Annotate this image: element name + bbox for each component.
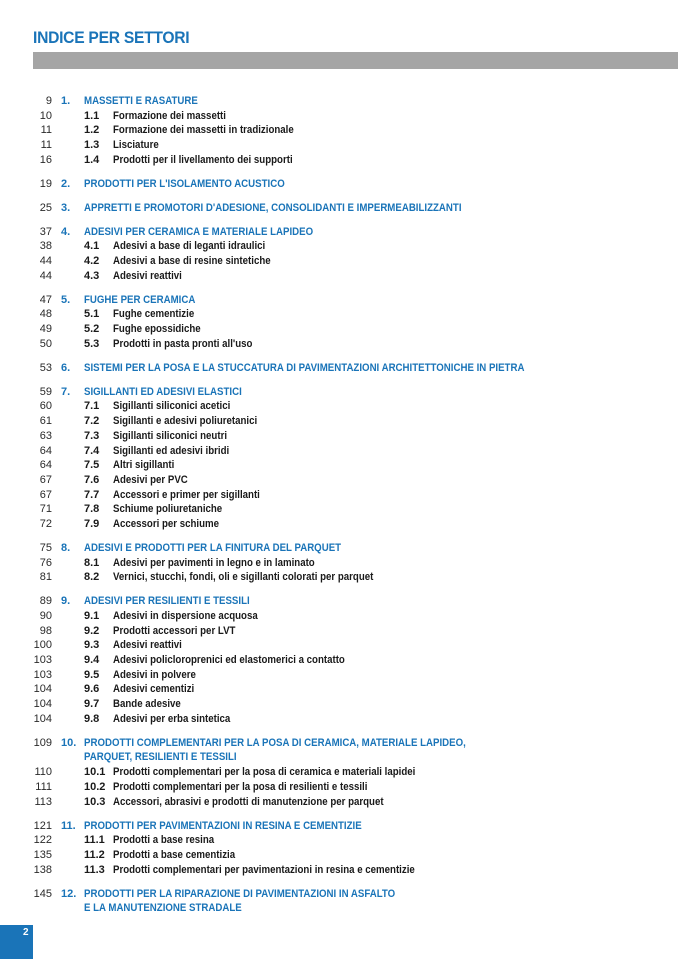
section-heading[interactable] [0, 201, 678, 216]
section-heading[interactable] [0, 385, 678, 400]
toc-section [0, 594, 678, 726]
subsection-entry[interactable] [0, 848, 678, 863]
subsection-entry[interactable] [0, 638, 678, 653]
subsection-title: Vernici, stucchi, fondi, oli e sigillanti colorati per parquet [113, 571, 374, 584]
section-page-number: 59 [39, 385, 52, 398]
table-of-contents [0, 94, 678, 925]
subsection-page-number: 48 [39, 308, 52, 321]
section-page-number: 19 [39, 177, 52, 190]
section-number: 10. [61, 736, 77, 749]
subsection-number: 9.3 [84, 639, 100, 652]
subsection-title: Adesivi in dispersione acquosa [113, 610, 258, 622]
subsection-entry[interactable] [0, 780, 678, 795]
subsection-number: 4.2 [84, 255, 100, 268]
section-number: 5. [61, 293, 71, 306]
subsection-page-number: 104 [33, 683, 52, 696]
subsection-number: 7.1 [84, 400, 100, 413]
section-page-number: 25 [39, 201, 52, 214]
subsection-page-number: 113 [34, 795, 52, 808]
subsection-entry[interactable] [0, 123, 678, 138]
section-page-number: 47 [39, 293, 52, 306]
subsection-entry[interactable] [0, 863, 678, 878]
section-title: FUGHE PER CERAMICA [84, 293, 196, 306]
subsection-number: 1.3 [84, 139, 100, 152]
subsection-page-number: 135 [33, 848, 52, 861]
section-number: 12. [61, 887, 77, 900]
subsection-number: 5.3 [84, 337, 100, 350]
subsection-entry[interactable] [0, 153, 678, 168]
subsection-page-number: 103 [33, 654, 52, 667]
section-number: 3. [61, 201, 71, 214]
section-heading[interactable] [0, 887, 678, 902]
subsection-number: 8.1 [84, 556, 100, 569]
subsection-number: 5.1 [84, 308, 100, 321]
section-title: PRODOTTI PER PAVIMENTAZIONI IN RESINA E CEMENTIZIE [84, 819, 362, 832]
toc-section [0, 385, 678, 532]
section-page-number: 37 [39, 225, 52, 238]
section-number: 9. [61, 595, 71, 608]
subsection-number: 9.7 [84, 698, 100, 711]
section-number: 11. [61, 819, 76, 832]
subsection-entry[interactable] [0, 833, 678, 848]
section-page-number: 9 [45, 95, 52, 107]
subsection-page-number: 67 [39, 488, 52, 501]
subsection-entry[interactable] [0, 337, 678, 352]
section-page-number: 75 [39, 541, 52, 554]
subsection-number: 1.1 [84, 109, 100, 122]
subsection-page-number: 64 [39, 444, 52, 457]
subsection-title: Prodotti per il livellamento dei supporti [113, 153, 293, 166]
subsection-number: 4.3 [84, 269, 100, 282]
subsection-number: 9.8 [84, 712, 100, 725]
subsection-page-number: 72 [39, 517, 52, 530]
subsection-title: Adesivi in polvere [113, 668, 196, 681]
subsection-entry[interactable] [0, 109, 678, 124]
subsection-number: 11.2 [84, 848, 105, 861]
section-heading[interactable] [0, 819, 678, 834]
subsection-title: Prodotti complementari per pavimentazioni in resina e cementizie [113, 863, 415, 876]
subsection-number: 9.6 [84, 683, 100, 696]
section-title: MASSETTI E RASATURE [84, 95, 198, 107]
subsection-title: Accessori per schiume [113, 517, 219, 530]
section-title: PARQUET, RESILIENTI E TESSILI [84, 751, 237, 764]
subsection-entry[interactable] [0, 239, 678, 254]
toc-section [0, 887, 678, 916]
subsection-title: Adesivi reattivi [113, 269, 182, 282]
subsection-entry[interactable] [0, 269, 678, 284]
subsection-title: Sigillanti siliconici acetici [113, 400, 231, 413]
subsection-entry[interactable] [0, 458, 678, 473]
subsection-page-number: 44 [39, 269, 52, 282]
page-number: 2 [23, 927, 29, 938]
header-divider-bar [33, 52, 678, 69]
subsection-entry[interactable] [0, 429, 678, 444]
subsection-number: 4.1 [84, 240, 100, 253]
subsection-page-number: 60 [39, 400, 52, 413]
toc-section [0, 201, 678, 216]
subsection-entry[interactable] [0, 414, 678, 429]
subsection-entry[interactable] [0, 307, 678, 322]
section-number: 1. [61, 95, 71, 107]
subsection-page-number: 138 [33, 863, 52, 876]
section-title: PRODOTTI PER L'ISOLAMENTO ACUSTICO [84, 177, 285, 190]
subsection-entry[interactable] [0, 322, 678, 337]
section-page-number: 89 [39, 595, 52, 608]
section-number: 8. [61, 541, 71, 554]
section-page-number: 53 [39, 361, 52, 374]
section-heading-continuation[interactable] [0, 750, 678, 765]
subsection-page-number: 81 [39, 571, 52, 584]
section-number: 2. [61, 177, 71, 190]
subsection-entry[interactable] [0, 795, 678, 810]
subsection-entry[interactable] [0, 668, 678, 683]
section-title: SIGILLANTI ED ADESIVI ELASTICI [84, 385, 242, 398]
subsection-title: Lisciature [113, 139, 159, 152]
subsection-entry[interactable] [0, 517, 678, 532]
subsection-page-number: 64 [39, 459, 52, 472]
subsection-entry[interactable] [0, 473, 678, 488]
section-title: ADESIVI PER CERAMICA E MATERIALE LAPIDEO [84, 225, 314, 238]
subsection-number: 9.5 [84, 668, 100, 681]
subsection-page-number: 61 [39, 415, 52, 428]
subsection-title: Adesivi reattivi [113, 639, 182, 652]
subsection-page-number: 110 [34, 766, 52, 779]
section-heading[interactable] [0, 594, 678, 609]
subsection-page-number: 71 [39, 503, 52, 516]
subsection-number: 10.1 [84, 766, 106, 779]
subsection-title: Formazione dei massetti [113, 109, 226, 122]
subsection-title: Fughe epossidiche [113, 323, 201, 336]
subsection-title: Schiume poliuretaniche [113, 503, 223, 516]
subsection-entry[interactable] [0, 697, 678, 712]
toc-section [0, 177, 678, 192]
subsection-entry[interactable] [0, 399, 678, 414]
section-title: SISTEMI PER LA POSA E LA STUCCATURA DI PAVIMENTAZIONI ARCHITETTONICHE IN PIETRA [84, 361, 525, 374]
section-page-number: 121 [33, 819, 52, 832]
subsection-page-number: 38 [39, 240, 52, 253]
subsection-number: 5.2 [84, 323, 100, 336]
subsection-number: 7.9 [84, 517, 100, 530]
toc-section [0, 736, 678, 809]
subsection-number: 7.6 [84, 473, 100, 486]
section-heading[interactable] [0, 94, 678, 109]
subsection-page-number: 111 [35, 780, 52, 793]
section-heading[interactable] [0, 177, 678, 192]
subsection-entry[interactable] [0, 712, 678, 727]
section-heading-continuation[interactable] [0, 901, 678, 916]
subsection-title: Altri sigillanti [113, 459, 175, 472]
subsection-title: Prodotti a base resina [113, 834, 215, 847]
subsection-entry[interactable] [0, 624, 678, 639]
section-page-number: 145 [33, 887, 52, 900]
subsection-page-number: 49 [39, 323, 52, 336]
section-title: E LA MANUTENZIONE STRADALE [84, 902, 242, 915]
section-number: 7. [61, 385, 71, 398]
subsection-entry[interactable] [0, 682, 678, 697]
section-heading[interactable] [0, 736, 678, 751]
subsection-page-number: 63 [39, 429, 52, 442]
subsection-page-number: 104 [33, 698, 52, 711]
subsection-title: Fughe cementizie [113, 308, 195, 321]
subsection-number: 10.3 [84, 795, 106, 808]
section-heading[interactable] [0, 293, 678, 308]
subsection-number: 7.5 [84, 459, 100, 472]
subsection-page-number: 16 [39, 153, 52, 166]
section-heading[interactable] [0, 541, 678, 556]
subsection-entry[interactable] [0, 570, 678, 585]
section-title: ADESIVI E PRODOTTI PER LA FINITURA DEL PARQUET [84, 541, 342, 554]
subsection-title: Adesivi cementizi [113, 683, 195, 696]
subsection-title: Adesivi per pavimenti in legno e in laminato [113, 556, 315, 569]
subsection-number: 1.2 [84, 124, 100, 137]
subsection-page-number: 44 [39, 255, 52, 268]
subsection-title: Prodotti complementari per la posa di ceramica e materiali lapidei [113, 766, 416, 779]
subsection-title: Sigillanti ed adesivi ibridi [113, 444, 230, 457]
subsection-title: Sigillanti e adesivi poliuretanici [113, 415, 258, 428]
subsection-title: Adesivi per PVC [113, 473, 188, 486]
section-page-number: 109 [33, 736, 52, 749]
subsection-entry[interactable] [0, 138, 678, 153]
subsection-number: 9.2 [84, 624, 100, 637]
page-title: INDICE PER SETTORI [33, 28, 190, 47]
section-title: PRODOTTI PER LA RIPARAZIONE DI PAVIMENTAZIONI IN ASFALTO [84, 887, 396, 900]
subsection-page-number: 98 [39, 624, 52, 637]
subsection-title: Prodotti complementari per la posa di resilienti e tessili [113, 780, 368, 793]
subsection-entry[interactable] [0, 488, 678, 503]
subsection-page-number: 100 [33, 639, 52, 652]
subsection-entry[interactable] [0, 502, 678, 517]
subsection-number: 7.4 [84, 444, 100, 457]
subsection-number: 9.4 [84, 654, 100, 667]
subsection-title: Prodotti in pasta pronti all'uso [113, 337, 253, 350]
subsection-entry[interactable] [0, 609, 678, 624]
section-title: APPRETTI E PROMOTORI D'ADESIONE, CONSOLIDANTI E IMPERMEABILIZZANTI [84, 201, 462, 214]
subsection-number: 7.7 [84, 488, 100, 501]
subsection-entry[interactable] [0, 765, 678, 780]
subsection-title: Sigillanti siliconici neutri [113, 429, 228, 442]
subsection-title: Bande adesive [113, 698, 181, 711]
subsection-title: Prodotti accessori per LVT [113, 624, 236, 637]
subsection-title: Formazione dei massetti in tradizionale [113, 124, 294, 137]
subsection-title: Adesivi per erba sintetica [113, 712, 231, 725]
subsection-page-number: 10 [39, 109, 52, 122]
subsection-title: Adesivi policloroprenici ed elastomerici a contatto [113, 654, 345, 667]
subsection-title: Prodotti a base cementizia [113, 848, 236, 861]
subsection-number: 7.8 [84, 503, 100, 516]
subsection-entry[interactable] [0, 653, 678, 668]
section-number: 6. [61, 361, 71, 374]
subsection-title: Adesivi a base di leganti idraulici [113, 240, 266, 253]
subsection-number: 11.1 [84, 834, 105, 847]
subsection-page-number: 90 [39, 610, 52, 622]
subsection-page-number: 11 [40, 139, 52, 152]
subsection-page-number: 122 [33, 834, 52, 847]
section-number: 4. [61, 225, 71, 238]
section-title: ADESIVI PER RESILIENTI E TESSILI [84, 595, 250, 608]
subsection-page-number: 76 [39, 556, 52, 569]
subsection-number: 11.3 [84, 863, 105, 876]
subsection-number: 7.2 [84, 415, 100, 428]
toc-section [0, 225, 678, 284]
subsection-number: 10.2 [84, 780, 106, 793]
subsection-entry[interactable] [0, 254, 678, 269]
subsection-entry[interactable] [0, 556, 678, 571]
subsection-page-number: 67 [39, 473, 52, 486]
subsection-number: 8.2 [84, 571, 100, 584]
subsection-number: 1.4 [84, 153, 100, 166]
section-title: PRODOTTI COMPLEMENTARI PER LA POSA DI CERAMICA, MATERIALE LAPIDEO, [84, 736, 466, 749]
subsection-entry[interactable] [0, 444, 678, 459]
toc-section [0, 361, 678, 376]
subsection-title: Accessori e primer per sigillanti [113, 488, 260, 501]
subsection-number: 7.3 [84, 429, 100, 442]
subsection-title: Accessori, abrasivi e prodotti di manutenzione per parquet [113, 795, 384, 808]
subsection-title: Adesivi a base di resine sintetiche [113, 255, 271, 268]
subsection-number: 9.1 [84, 610, 100, 622]
section-heading[interactable] [0, 225, 678, 240]
toc-section [0, 541, 678, 585]
toc-section [0, 293, 678, 352]
subsection-page-number: 50 [39, 337, 52, 350]
toc-section [0, 819, 678, 878]
subsection-page-number: 103 [33, 668, 52, 681]
section-heading[interactable] [0, 361, 678, 376]
toc-section [0, 94, 678, 167]
subsection-page-number: 104 [33, 712, 52, 725]
subsection-page-number: 11 [40, 124, 52, 137]
